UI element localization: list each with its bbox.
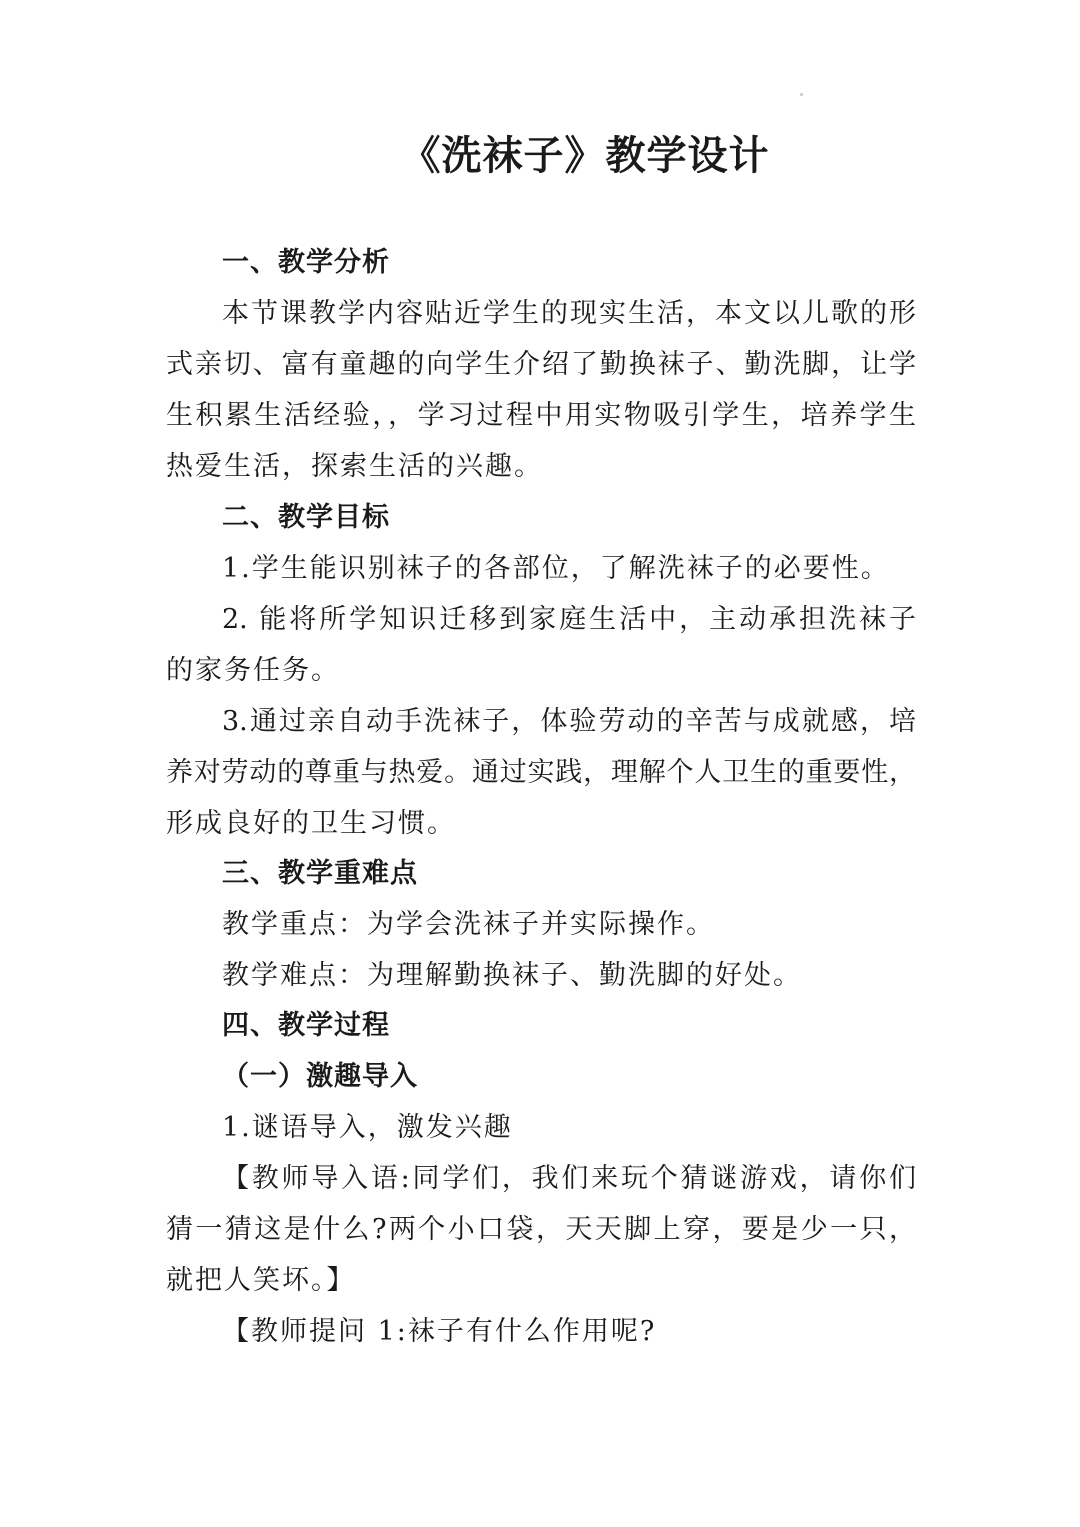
section-heading-analysis: 一、教学分析	[222, 247, 390, 278]
goal-item-2-line: 的家务任务。	[166, 655, 340, 686]
key-point: 教学重点：为学会洗袜子并实际操作。	[222, 909, 715, 940]
section-heading-process: 四、教学过程	[222, 1010, 390, 1041]
section-heading-key-points: 三、教学重难点	[222, 858, 418, 889]
teacher-intro-line: 就把人笑坏。】	[166, 1265, 356, 1296]
teacher-question: 【教师提问 1:袜子有什么作用呢?	[222, 1316, 657, 1347]
teacher-intro-line: 【教师导入语:同学们，我们来玩个猜谜游戏，请你们	[222, 1163, 916, 1194]
goal-item-3-line: 形成良好的卫生习惯。	[166, 808, 456, 839]
paragraph-line: 生积累生活经验，，学习过程中用实物吸引学生，培养学生	[166, 400, 916, 431]
goal-item-1: 1.学生能识别袜子的各部位，了解洗袜子的必要性。	[222, 553, 890, 584]
section-heading-goals: 二、教学目标	[222, 502, 390, 533]
paragraph-line: 热爱生活，探索生活的兴趣。	[166, 451, 543, 482]
step-heading: 1.谜语导入，激发兴趣	[222, 1112, 513, 1143]
goal-item-3-line: 养对劳动的尊重与热爱。通过实践，理解个人卫生的重要性，	[166, 757, 916, 788]
goal-item-3-line: 3.通过亲自动手洗袜子，体验劳动的辛苦与成就感，培	[222, 706, 916, 737]
goal-item-2-line: 2. 能将所学知识迁移到家庭生活中，主动承担洗袜子	[222, 604, 916, 635]
paragraph-line: 本节课教学内容贴近学生的现实生活，本文以儿歌的形	[222, 298, 916, 329]
document-title: 《洗袜子》教学设计	[400, 133, 770, 179]
scan-speck	[800, 93, 803, 96]
paragraph-line: 式亲切、富有童趣的向学生介绍了勤换袜子、勤洗脚，让学	[166, 349, 916, 380]
subsection-heading-intro: （一）激趣导入	[222, 1061, 418, 1092]
difficult-point: 教学难点：为理解勤换袜子、勤洗脚的好处。	[222, 960, 802, 991]
teacher-intro-line: 猜一猜这是什么?两个小口袋，天天脚上穿，要是少一只，	[166, 1214, 916, 1245]
